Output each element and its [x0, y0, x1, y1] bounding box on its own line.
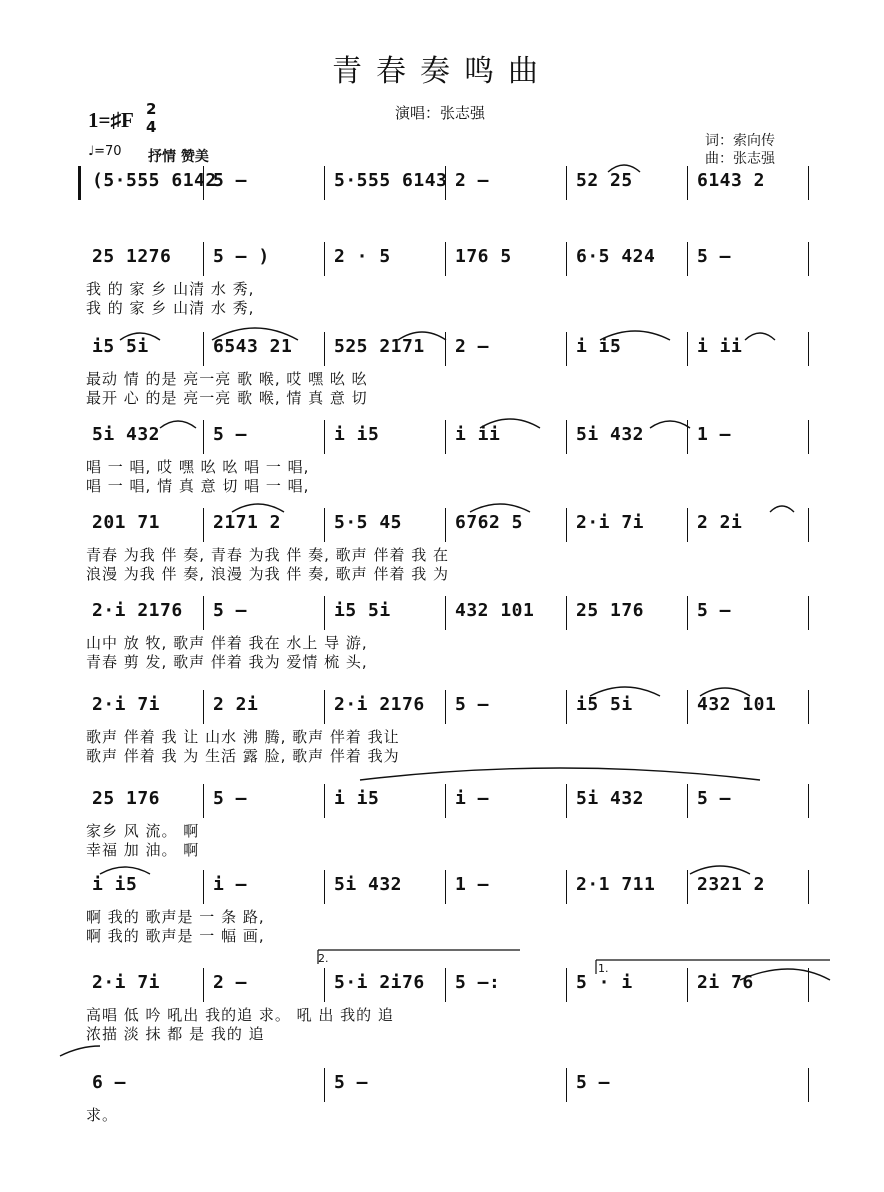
singer-credit: 演唱：张志强	[395, 104, 486, 122]
slur	[160, 421, 196, 428]
measure-notes: 5·5 45	[334, 512, 403, 533]
measure-notes: 5 – )	[213, 246, 270, 267]
measure-notes: 5 · i	[576, 972, 633, 993]
slur	[100, 867, 150, 874]
lyric-line: 我 的 家 乡 山清 水 秀,	[86, 280, 255, 298]
measure-notes: 2 · 5	[334, 246, 391, 267]
measure-notes: 2 –	[213, 972, 248, 993]
measure-notes: i i5	[334, 424, 380, 445]
measure-notes: i ii	[697, 336, 743, 357]
measure-notes: 1 –	[455, 874, 490, 895]
lyric-line: 幸福 加 油。 啊	[86, 841, 200, 859]
lyric-line: 山中 放 牧, 歌声 伴着 我在 水上 导 游,	[86, 634, 368, 652]
measure-notes: 5 –	[213, 424, 248, 445]
slur	[360, 768, 760, 780]
measure-notes: i i5	[576, 336, 622, 357]
measure-notes: 2·1 711	[576, 874, 656, 895]
measure-notes: 6762 5	[455, 512, 524, 533]
measure-notes: 2·i 2176	[92, 600, 183, 621]
lyric-line: 家乡 风 流。 啊	[86, 822, 200, 840]
measure-notes: 432 101	[455, 600, 535, 621]
slur	[608, 165, 640, 172]
measure-notes: 2·i 7i	[92, 972, 161, 993]
song-title: 青春奏鸣曲	[332, 54, 552, 89]
slur	[745, 333, 775, 340]
measure-notes: 1 –	[697, 424, 732, 445]
lyric-line: 啊 我的 歌声是 一 条 路,	[86, 908, 265, 926]
measure-notes: 5 –	[697, 600, 732, 621]
measure-notes: (5·555 6142	[92, 170, 217, 191]
slur	[398, 332, 446, 340]
measure-notes: 25 176	[92, 788, 161, 809]
measure-notes: 5 –	[455, 694, 490, 715]
lyric-line: 最开 心 的是 亮一亮 歌 喉, 情 真 意 切	[86, 389, 368, 407]
measure-notes: 6 –	[92, 1072, 127, 1093]
time-signature-bottom: 4	[146, 118, 157, 136]
measure-notes: 5 –	[213, 170, 248, 191]
measure-notes: 5i 432	[334, 874, 403, 895]
measure-notes: 2321 2	[697, 874, 766, 895]
slur	[212, 328, 298, 340]
time-signature-top: 2	[146, 100, 157, 118]
measure-notes: 2 2i	[213, 694, 259, 715]
measure-notes: 5·i 2i76	[334, 972, 425, 993]
measure-notes: 6543 21	[213, 336, 293, 357]
lyric-line: 青春 剪 发, 歌声 伴着 我为 爱情 梳 头,	[86, 653, 368, 671]
slur	[600, 331, 670, 340]
measure-notes: 5 –:	[455, 972, 501, 993]
measure-notes: 2·i 2176	[334, 694, 425, 715]
lyricist-credit: 词：索向传	[705, 133, 775, 149]
lyric-line: 我 的 家 乡 山清 水 秀,	[86, 299, 255, 317]
measure-notes: i i5	[92, 874, 138, 895]
measure-notes: 6·5 424	[576, 246, 656, 267]
measure-notes: i ii	[455, 424, 501, 445]
measure-notes: 5 –	[213, 600, 248, 621]
slur	[590, 687, 660, 696]
measure-notes: 2 –	[455, 170, 490, 191]
slur	[690, 866, 750, 874]
measure-notes: 2171 2	[213, 512, 282, 533]
expression-marking: 抒情 赞美	[148, 149, 209, 165]
measure-notes: 2 –	[455, 336, 490, 357]
measure-notes: 6143 2	[697, 170, 766, 191]
measure-notes: 5 –	[697, 788, 732, 809]
measure-notes: 201 71	[92, 512, 161, 533]
measure-notes: i5 5i	[576, 694, 633, 715]
slur	[60, 1046, 100, 1056]
tempo-marking: ♩=70	[88, 144, 122, 159]
lyric-line: 唱 一 唱, 情 真 意 切 唱 一 唱,	[86, 477, 310, 495]
volta-second-label: 2.	[318, 952, 329, 965]
measure-notes: 432 101	[697, 694, 777, 715]
slur	[740, 969, 830, 980]
measure-notes: i5 5i	[92, 336, 149, 357]
slur	[120, 333, 160, 340]
lyric-line: 高唱 低 吟 吼出 我的追 求。 吼 出 我的 追	[86, 1006, 394, 1024]
lyric-line: 啊 我的 歌声是 一 幅 画,	[86, 927, 265, 945]
measure-notes: 5 –	[576, 1072, 611, 1093]
measure-notes: 5·555 6143	[334, 170, 448, 191]
measure-notes: 5i 432	[576, 424, 645, 445]
measure-notes: 176 5	[455, 246, 512, 267]
measure-notes: 5i 432	[92, 424, 161, 445]
measure-notes: 25 1276	[92, 246, 172, 267]
lyric-line: 浓描 淡 抹 都 是 我的 追	[86, 1025, 265, 1043]
measure-notes: 5 –	[697, 246, 732, 267]
measure-notes: 5i 432	[576, 788, 645, 809]
slur	[480, 419, 540, 428]
lyric-line: 歌声 伴着 我 为 生活 露 脸, 歌声 伴着 我为	[86, 747, 400, 765]
slur	[470, 504, 530, 512]
lyric-line: 求。	[86, 1106, 119, 1124]
composer-credit: 曲：张志强	[705, 151, 775, 167]
slur	[770, 506, 794, 512]
measure-notes: 2·i 7i	[92, 694, 161, 715]
measure-notes: 2·i 7i	[576, 512, 645, 533]
measure-notes: i5 5i	[334, 600, 391, 621]
key-signature: 1=♯F	[88, 108, 134, 132]
measure-notes: 5 –	[334, 1072, 369, 1093]
slur	[232, 504, 284, 512]
lyric-line: 最动 情 的是 亮一亮 歌 喉, 哎 嘿 吆 吆	[86, 370, 368, 388]
measure-notes: 52 25	[576, 170, 633, 191]
lyric-line: 唱 一 唱, 哎 嘿 吆 吆 唱 一 唱,	[86, 458, 310, 476]
measure-notes: i i5	[334, 788, 380, 809]
lyric-line: 浪漫 为我 伴 奏, 浪漫 为我 伴 奏, 歌声 伴着 我 为	[86, 565, 449, 583]
lyric-line: 青春 为我 伴 奏, 青春 为我 伴 奏, 歌声 伴着 我 在	[86, 546, 449, 564]
slur	[650, 421, 690, 428]
volta-first-label: 1.	[598, 962, 609, 975]
measure-notes: 25 176	[576, 600, 645, 621]
lyric-line: 歌声 伴着 我 让 山水 沸 腾, 歌声 伴着 我让	[86, 728, 400, 746]
measure-notes: 525 2171	[334, 336, 425, 357]
measure-notes: 2 2i	[697, 512, 743, 533]
measure-notes: 2i 76	[697, 972, 754, 993]
slur	[700, 688, 750, 696]
measure-notes: i –	[213, 874, 248, 895]
measure-notes: 5 –	[213, 788, 248, 809]
measure-notes: i –	[455, 788, 490, 809]
